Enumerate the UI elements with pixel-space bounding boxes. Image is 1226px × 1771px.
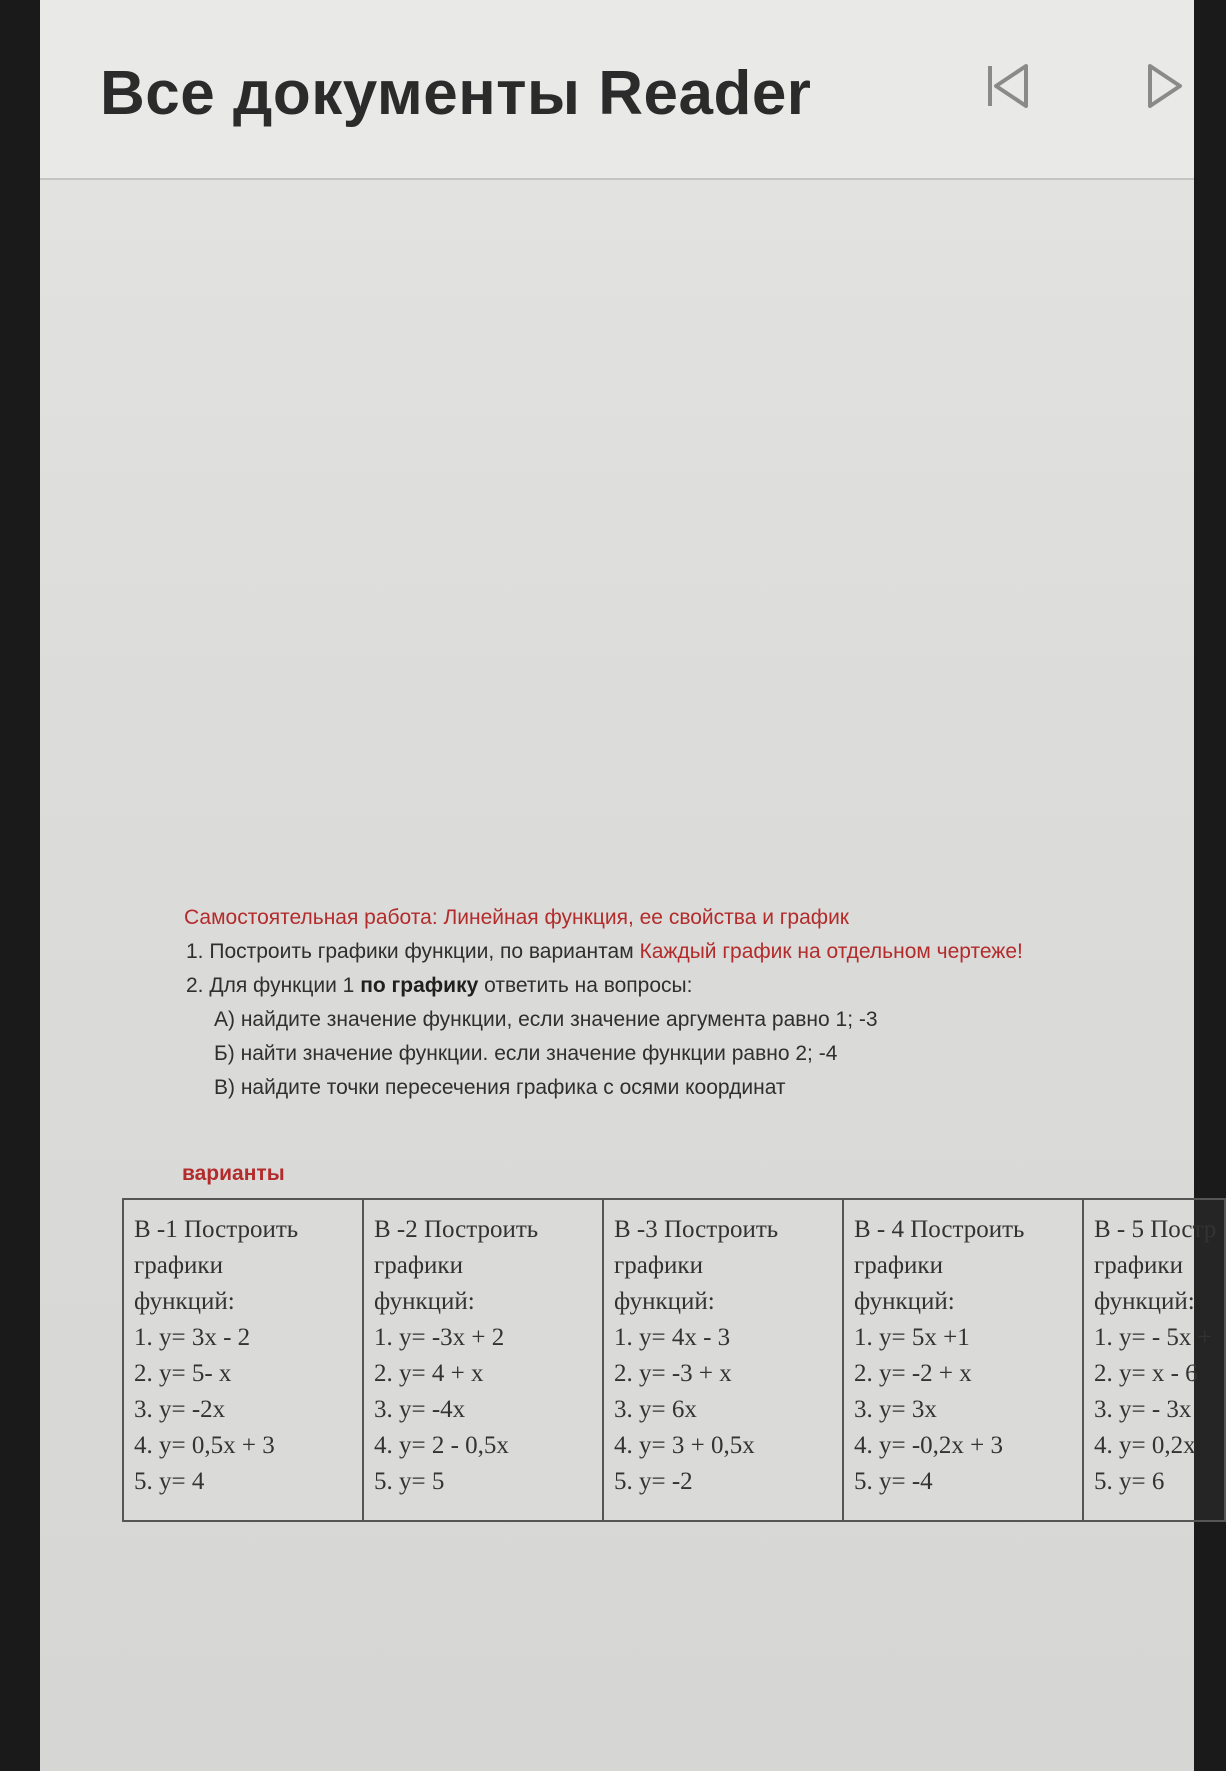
document-title: Самостоятельная работа: Линейная функция, ее свойства и график (184, 906, 849, 929)
first-page-button[interactable] (980, 58, 1036, 114)
variant-header-line: функций: (614, 1288, 715, 1315)
function-item: 4. y= 2 - 0,5x (374, 1432, 509, 1459)
variant-header-line: графики (854, 1252, 943, 1279)
variant-header-line: В -2 Построить (374, 1216, 539, 1243)
function-item: 5. y= -4 (854, 1468, 933, 1495)
task-2-b: Б) найти значение функции. если значение функции равно 2; -4 (214, 1042, 838, 1065)
function-item: 1. y= -3x + 2 (374, 1324, 505, 1351)
function-item: 1. y= 4x - 3 (614, 1324, 731, 1351)
variant-header-line: функций: (1094, 1288, 1195, 1315)
task-2-c: В) найдите точки пересечения графика с осями координат (214, 1076, 786, 1099)
app-title: Все документы Reader (100, 59, 812, 128)
function-item: 3. y= - 3x (1094, 1396, 1192, 1423)
function-item: 4. y= 3 + 0,5x (614, 1432, 755, 1459)
variant-header-line: графики (1094, 1252, 1183, 1279)
function-item: 3. y= 6x (614, 1396, 697, 1423)
variant-header-line: графики (134, 1252, 223, 1279)
skip-first-icon (980, 58, 1036, 114)
variant-header-line: функций: (854, 1288, 955, 1315)
variant-header-line: В -1 Построить (134, 1216, 299, 1243)
function-item: 4. y= 0,5x + 3 (134, 1432, 275, 1459)
function-item: 2. y= -2 + x (854, 1360, 972, 1387)
next-page-icon (1140, 58, 1196, 114)
function-item: 1. y= - 5x + (1094, 1324, 1212, 1351)
function-item: 1. y= 3x - 2 (134, 1324, 251, 1351)
function-item: 2. y= 5- x (134, 1360, 232, 1387)
task-2-tail: ответить на вопросы: (478, 974, 693, 997)
reader-screen (40, 0, 1217, 1771)
variant-column (604, 1200, 844, 1520)
function-item: 2. y= 4 + x (374, 1360, 484, 1387)
function-item: 4. y= 0,2x (1094, 1432, 1196, 1459)
variants-label: варианты (182, 1162, 285, 1185)
variant-column (364, 1200, 604, 1520)
variant-header-line: В - 4 Построить (854, 1216, 1025, 1243)
function-item: 3. y= 3x (854, 1396, 937, 1423)
task-2-bold: по графику (360, 974, 479, 997)
variant-column (1084, 1200, 1224, 1520)
variant-header-line: графики (614, 1252, 703, 1279)
task-1 (186, 940, 1023, 964)
task-2 (186, 974, 692, 998)
function-item: 5. y= 6 (1094, 1468, 1165, 1495)
variant-header-line: В - 5 Постр (1094, 1216, 1217, 1243)
variant-header-line: функций: (374, 1288, 475, 1315)
function-item: 5. y= -2 (614, 1468, 693, 1495)
function-item: 3. y= -4x (374, 1396, 466, 1423)
task-1-warning: Каждый график на отдельном чертеже! (639, 940, 1023, 963)
variant-header-line: графики (374, 1252, 463, 1279)
variant-column (844, 1200, 1084, 1520)
function-item: 3. y= -2x (134, 1396, 226, 1423)
task-2-text: 2. Для функции 1 (186, 974, 361, 997)
function-item: 2. y= -3 + x (614, 1360, 732, 1387)
variants-table (122, 1198, 1226, 1522)
function-item: 1. y= 5x +1 (854, 1324, 970, 1351)
function-item: 5. y= 5 (374, 1468, 445, 1495)
app-header (40, 0, 1194, 180)
document-page (120, 880, 1217, 1580)
variant-column (124, 1200, 364, 1520)
function-item: 5. y= 4 (134, 1468, 205, 1495)
function-item: 4. y= -0,2x + 3 (854, 1432, 1004, 1459)
variant-header-line: В -3 Построить (614, 1216, 779, 1243)
next-page-button[interactable] (1140, 58, 1196, 114)
function-item: 2. y= x - 6 (1094, 1360, 1198, 1387)
task-1-text: 1. Построить графики функции, по вариантам (186, 940, 640, 963)
task-2-a: А) найдите значение функции, если значение аргумента равно 1; -3 (214, 1008, 878, 1031)
variant-header-line: функций: (134, 1288, 235, 1315)
